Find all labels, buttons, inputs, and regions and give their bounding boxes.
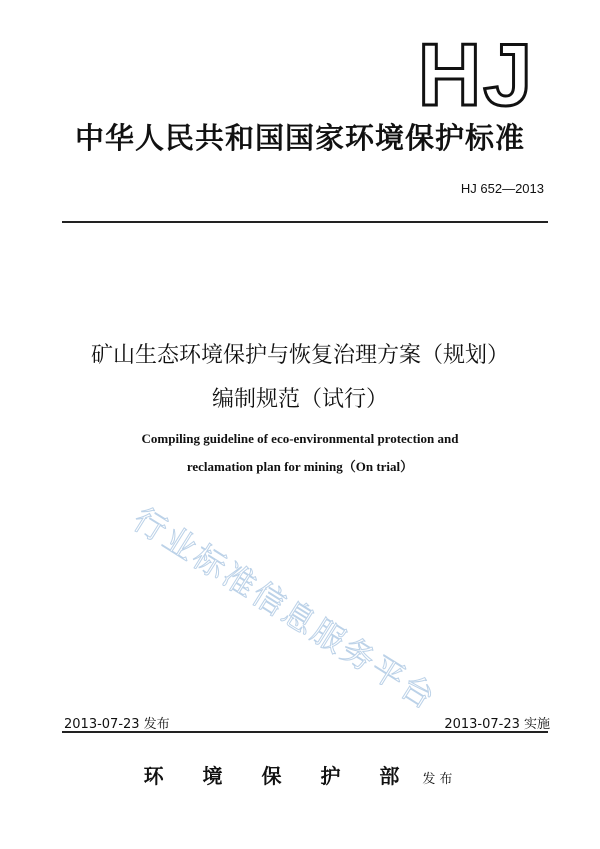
publish-date: 2013-07-23 发布 — [64, 717, 170, 732]
issuer-suffix: 发布 — [422, 772, 457, 787]
issuer-name: 环 境 保 护 部 — [143, 764, 416, 788]
english-title-line-2: reclamation plan for mining（On trial） — [186, 459, 414, 474]
bottom-divider — [62, 731, 548, 733]
top-divider — [62, 221, 548, 223]
watermark: 行业标准信息服务平台 — [126, 500, 444, 718]
issuer-line — [0, 760, 600, 789]
chinese-title-line-1: 矿山生态环境保护与恢复治理方案（规划） — [90, 343, 509, 368]
standard-number: HJ 652—2013 — [460, 181, 544, 196]
country-standard-heading: 中华人民共和国国家环境保护标准 — [74, 121, 525, 155]
chinese-title-line-2: 编制规范（试行） — [211, 387, 388, 412]
implement-date: 2013-07-23 实施 — [444, 717, 550, 732]
english-title-line-1: Compiling guideline of eco-environmental protection and — [141, 431, 459, 446]
hj-logo: HJ — [417, 25, 535, 124]
